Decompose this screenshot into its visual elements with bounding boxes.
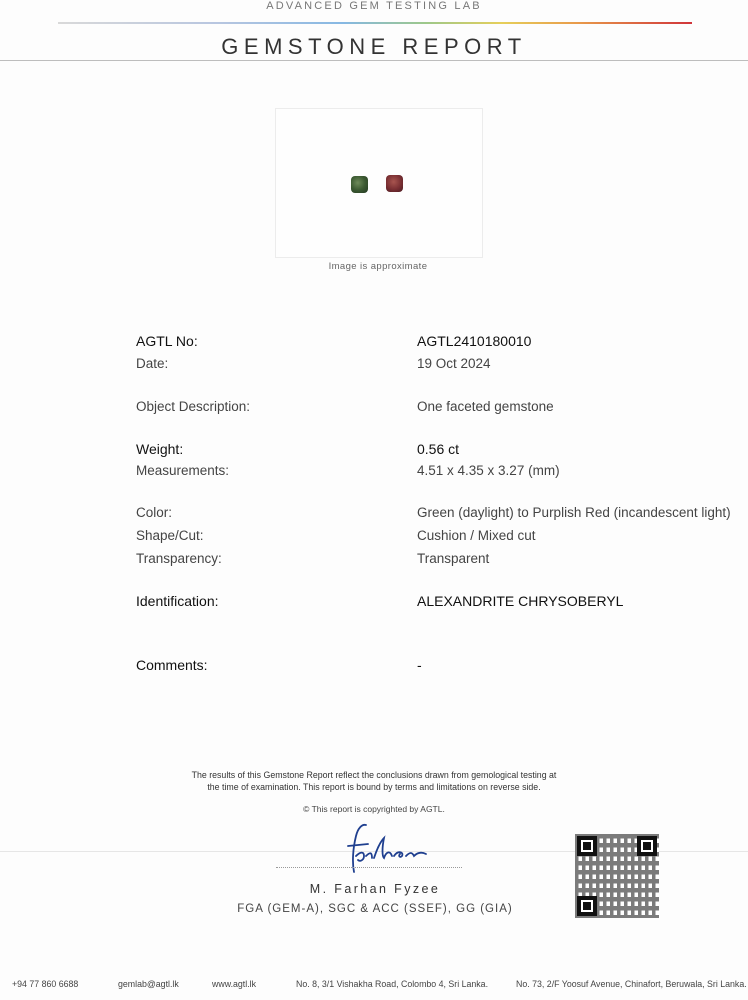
- spectrum-divider: [58, 22, 692, 24]
- detail-value: One faceted gemstone: [417, 399, 554, 414]
- footer-address-beruwala: No. 73, 2/F Yoosuf Avenue, Chinafort, Beruwala, Sri Lanka.: [516, 979, 747, 989]
- detail-label: AGTL No:: [136, 333, 198, 349]
- detail-label: Object Description:: [136, 399, 251, 414]
- footer-website[interactable]: www.agtl.lk: [212, 979, 256, 989]
- signatory-credentials: FGA (GEM-A), SGC & ACC (SSEF), GG (GIA): [237, 903, 513, 915]
- detail-label: Date:: [136, 356, 169, 371]
- signatory-name: M. Farhan Fyzee: [309, 882, 441, 896]
- detail-row-agtl-no: [0, 333, 748, 353]
- detail-row-weight: [0, 441, 748, 461]
- qr-finder: [637, 836, 657, 856]
- detail-label: Transparency:: [136, 551, 222, 566]
- detail-label: Shape/Cut:: [136, 528, 204, 543]
- detail-row-comments: [0, 657, 748, 677]
- detail-label: Comments:: [136, 657, 208, 673]
- footer-email[interactable]: gemlab@agtl.lk: [118, 979, 179, 989]
- footer-contact: [0, 979, 748, 993]
- detail-row-date: [0, 356, 748, 376]
- detail-value: AGTL2410180010: [417, 333, 532, 349]
- lab-name: ADVANCED GEM TESTING LAB: [266, 0, 482, 12]
- detail-row-shape-cut: [0, 528, 748, 548]
- detail-value: 0.56 ct: [417, 441, 460, 457]
- detail-value: Transparent: [417, 551, 490, 566]
- detail-value: 19 Oct 2024: [417, 356, 491, 371]
- detail-row-transparency: [0, 551, 748, 571]
- footer-address-colombo: No. 8, 3/1 Vishakha Road, Colombo 4, Sri Lanka.: [296, 979, 489, 989]
- gem-incandescent-image: [386, 175, 403, 192]
- detail-value: ALEXANDRITE CHRYSOBERYL: [417, 593, 624, 609]
- detail-value: -: [417, 657, 422, 673]
- disclaimer-line: The results of this Gemstone Report reflect the conclusions drawn from gemological testing at: [191, 770, 557, 780]
- disclaimer: [0, 769, 748, 793]
- detail-value: Green (daylight) to Purplish Red (incandescent light): [417, 505, 731, 520]
- title-divider: [0, 60, 748, 61]
- footer-phone: +94 77 860 6688: [12, 979, 79, 989]
- detail-row-object-description: [0, 399, 748, 419]
- gemstone-photo: [275, 108, 483, 258]
- detail-label: Identification:: [136, 593, 219, 609]
- signature-line: [276, 867, 462, 868]
- gem-daylight-image: [351, 176, 368, 193]
- detail-label: Weight:: [136, 441, 184, 457]
- detail-row-color: [0, 505, 748, 525]
- detail-value: Cushion / Mixed cut: [417, 528, 536, 543]
- qr-finder: [577, 896, 597, 916]
- report-title: GEMSTONE REPORT: [221, 34, 527, 59]
- detail-label: Measurements:: [136, 463, 230, 478]
- copyright-notice: © This report is copyrighted by AGTL.: [303, 804, 445, 814]
- detail-value: 4.51 x 4.35 x 3.27 (mm): [417, 463, 560, 478]
- detail-row-identification: [0, 593, 748, 613]
- detail-label: Color:: [136, 505, 173, 520]
- detail-row-measurements: [0, 463, 748, 483]
- qr-finder: [577, 836, 597, 856]
- qr-code[interactable]: [575, 834, 659, 918]
- signature: [326, 822, 432, 878]
- disclaimer-line: the time of examination. This report is bound by terms and limitations on reverse side.: [207, 782, 541, 792]
- photo-caption: Image is approximate: [328, 261, 428, 272]
